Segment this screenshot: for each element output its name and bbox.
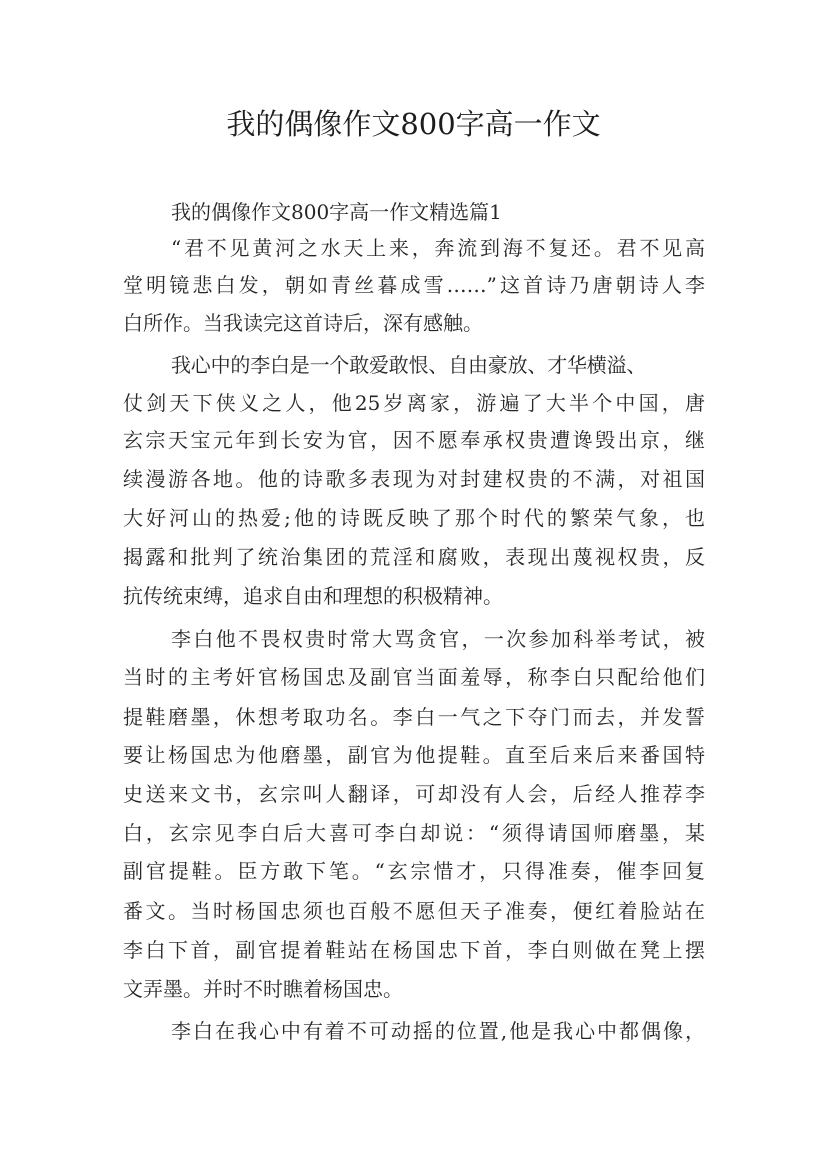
paragraph-line: 史送来文书，玄宗叫人翻译，可却没有人会，后经人推荐李 (123, 782, 705, 806)
paragraph-line: 副官提鞋。臣方敢下笔。“玄宗惜才，只得准奏，催李回复 (123, 859, 705, 883)
paragraph-line: 白所作。当我读完这首诗后，深有感触。 (123, 311, 483, 335)
paragraph-line: 白，玄宗见李白后大喜可李白却说：“须得请国师磨墨，某 (123, 821, 705, 845)
paragraph-line: 续漫游各地。他的诗歌多表现为对封建权贵的不满，对祖国 (123, 467, 705, 491)
paragraph-line: 揭露和批判了统治集团的荒淫和腐败，表现出蔑视权贵，反 (123, 545, 705, 569)
paragraph-line: 番文。当时杨国忠须也百般不愿但天子准奏，便红着脸站在 (123, 899, 705, 923)
paragraph-line: “君不见黄河之水天上来，奔流到海不复还。君不见高 (171, 236, 705, 260)
paragraph-line: 玄宗天宝元年到长安为官，因不愿奉承权贵遭谗毁出京，继 (123, 428, 705, 452)
paragraph-line: 仗剑天下侠义之人，他25岁离家，游遍了大半个中国，唐 (123, 391, 705, 415)
paragraph-line: 李白在我心中有着不可动摇的位置,他是我心中都偶像， (171, 1019, 705, 1043)
paragraph-line: 提鞋磨墨，休想考取功名。李白一气之下夺门而去，并发誓 (123, 705, 705, 729)
paragraph-line: 大好河山的热爱;他的诗既反映了那个时代的繁荣气象，也 (123, 506, 705, 530)
paragraph-line: 李白下首，副官提着鞋站在杨国忠下首，李白则做在凳上摆 (123, 938, 705, 962)
paragraph-line: 文弄墨。并时不时瞧着杨国忠。 (123, 977, 403, 1001)
paragraph-line: 要让杨国忠为他磨墨，副官为他提鞋。直至后来后来番国特 (123, 743, 705, 767)
paragraph-line: 我心中的李白是一个敢爱敢恨、自由豪放、才华横溢、 (171, 353, 647, 377)
paragraph-line: 抗传统束缚，追求自由和理想的积极精神。 (123, 584, 503, 608)
paragraph-line: 当时的主考奸官杨国忠及副官当面羞辱，称李白只配给他们 (123, 665, 705, 689)
section-heading: 我的偶像作文800字高一作文精选篇1 (171, 200, 502, 224)
paragraph-line: 堂明镜悲白发，朝如青丝暮成雪……”这首诗乃唐朝诗人李 (123, 273, 705, 297)
document-title: 我的偶像作文800字高一作文 (226, 107, 601, 141)
paragraph-line: 李白他不畏权贵时常大骂贪官，一次参加科举考试，被 (171, 627, 705, 651)
